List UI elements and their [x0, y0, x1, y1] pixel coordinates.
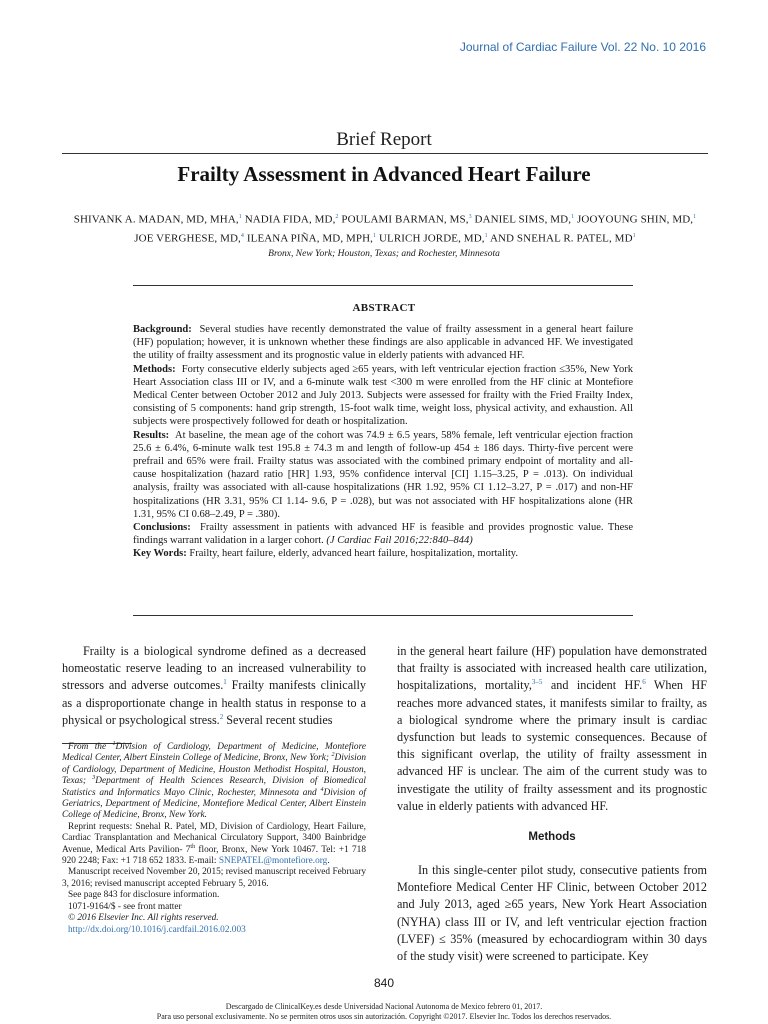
abstract-text: Frailty, heart failure, elderly, advanced heart failure, hospitalization, mortality.	[189, 548, 518, 560]
title-rule	[62, 153, 708, 154]
download-line: Para uso personal exclusivamente. No se permiten otros usos sin autorización. Copyright ©2017. Elsevier Inc. Todos los derechos reservados.	[156, 1012, 612, 1021]
footnote-text: Reprint requests: Snehal R. Patel, MD, Division of Cardiology, Heart Failure, Cardiac Transplantation and Mechanical Circulatory Support, 3400 Bainbridge Avenue, Medical Arts Pavilion- 7	[62, 821, 366, 855]
affiliation-marker: 1	[238, 214, 242, 220]
abstract-label: Methods:	[133, 363, 176, 375]
intro-paragraph	[62, 643, 366, 729]
author-line-1	[62, 209, 708, 228]
footnote-text: Division of Geriatrics, Department of Medicine, Montefiore Medical Center, Albert Einstein College of Medicine, Bronx, New York.	[62, 787, 366, 821]
abstract-background	[133, 323, 633, 363]
download-note	[0, 1002, 768, 1022]
abstract-conclusions	[133, 521, 633, 547]
author-locations: Bronx, New York; Houston, Texas; and Rochester, Minnesota	[268, 249, 500, 259]
section-type: Brief Report	[336, 129, 432, 150]
affiliation-marker: 1	[693, 214, 697, 220]
footnote-text: floor, Bronx, New York 10467. Tel: +1 718 920 2248; Fax: +1 718 652 1833. E-mail:	[62, 844, 366, 867]
affiliation-marker: 1	[112, 740, 116, 747]
author-name: AND SNEHAL R. PATEL, MD	[487, 232, 633, 245]
footnote-text: .	[327, 856, 330, 867]
doi-link[interactable]: http://dx.doi.org/10.1016/j.cardfail.2016.02.003	[68, 924, 246, 935]
affiliation-marker: 2	[331, 752, 335, 759]
intro-left-column	[62, 643, 366, 729]
affiliation-marker: 1	[373, 232, 377, 239]
body-text: Several recent studies	[223, 712, 333, 727]
author-name: POULAMI BARMAN, MS,	[338, 213, 469, 226]
body-text: When HF reaches more advanced states, it manifests similar to frailty, as a biological syndrome where the primary insult is cardiac dysfunction but leads to systemic consequences. Because of this significant overlap, the utility of frailty assessment in advanced HF is unclear. The aim of the current study was to investigate the utility of frailty assessment and its prognostic value in elderly patients with advanced HF.	[397, 678, 707, 813]
author-name: SHIVANK A. MADAN, MD, MHA,	[73, 213, 239, 226]
methods-heading: Methods	[528, 831, 576, 843]
affiliation-marker: 1	[484, 232, 488, 239]
author-name: JOE VERGHESE, MD,	[134, 232, 241, 245]
footnotes	[62, 742, 366, 936]
abstract-body	[133, 323, 633, 561]
download-line: Descargado de ClinicalKey.es desde Universidad Nacional Autonoma de Mexico febrero 01, 2017.	[225, 1002, 543, 1011]
abstract-results	[133, 429, 633, 521]
page-number: 840	[373, 976, 395, 990]
article-title: Frailty Assessment in Advanced Heart Failure	[177, 162, 591, 186]
abstract-text: Frailty assessment in patients with advanced HF is feasible and provides prognostic value. These findings warrant validation in a larger cohort.	[133, 522, 633, 547]
methods-paragraph: In this single-center pilot study, consecutive patients from Montefiore Medical Center HF Clinic, between October 2012 and July 2013, aged ≥65 years, New York Heart Association (NYHA) class III or IV, and left ventricular ejection fraction (LVEF) ≤ 35% (measured by echocardiogram within 30 days of the study visit) were screened to participate. Key	[397, 863, 707, 964]
abstract-text: At baseline, the mean age of the cohort was 74.9 ± 6.5 years, 58% female, left ventricular ejection fraction 25.6 ± 6.4%, 6-minute walk test 195.8 ± 74.3 m and length of follow-up 454 ± 186 days. Thirty-five percent were prefrail and 65% were frail. Frailty status was associated with the combined primary endpoint of mortality and all-cause hospitalization (hazard ratio [HR] 1.93, 95% confidence interval [CI] 1.15–3.25, P = .013). On individual analysis, frailty was associated with all-cause hospitalizations (HR 1.92, 95% CI 1.12–3.27, P = .017) and non-HF hospitalizations (HR 3.31, 95% CI 1.14- 9.6, P = .028), but was not associated with HF hospitalizations alone (HR 1.31, 95% CI 0.68–2.49, P = .380).	[133, 429, 633, 520]
manuscript-dates: Manuscript received November 20, 2015; revised manuscript received February 3, 2016; revised manuscript accepted February 5, 2016.	[62, 867, 366, 889]
author-name: ILEANA PIÑA, MD, MPH,	[244, 232, 374, 245]
body-text: Frailty is a biological syndrome defined as a decreased homeostatic reserve leading to an increased vulnerability to stressors and adverse outcomes.	[62, 644, 366, 693]
reprint-requests	[62, 822, 366, 868]
body-text: Frailty manifests clinically as a disproportionate change in health status in response to a physical or psychological stress.	[62, 678, 366, 727]
methods-column	[397, 862, 707, 965]
citation-link[interactable]: 3–5	[531, 678, 543, 687]
citation-link[interactable]: 1	[223, 678, 227, 687]
abstract-text: Forty consecutive elderly subjects aged ≥65 years, with left ventricular ejection fraction ≤35%, New York Heart Association class III or IV, and a 6-minute walk test <300 m were enrolled from the HF clinic at Montefiore Medical Center between October 2012 and July 2013. Subjects were assessed for frailty with the Fried Frailty Index, consisting of 5 components: hand grip strength, 15-foot walk time, weight loss, physical activity, and exhaustion. All subjects were prospectively followed for death or hospitalization.	[133, 363, 633, 428]
copyright-note: © 2016 Elsevier Inc. All rights reserved.	[68, 913, 219, 924]
affiliation-marker: 1	[571, 214, 575, 220]
body-text: in the general heart failure (HF) population have demonstrated that frailty is associated with increased health care utilization, hospitalizations, mortality,	[397, 644, 707, 693]
author-list	[62, 209, 708, 246]
abstract-top-rule	[133, 285, 633, 286]
disclosure-note: See page 843 for disclosure information.	[68, 890, 220, 901]
affiliation-marker: 4	[320, 786, 324, 793]
abstract-label: Key Words:	[133, 548, 187, 560]
superscript: th	[190, 843, 196, 850]
footnote-text: Division of Cardiology, Department of Medicine, Montefiore Medical Center, Albert Einstein College of Medicine, Bronx, New York;	[62, 742, 366, 764]
intro-paragraph-continued	[397, 643, 707, 815]
citation-link[interactable]: 2	[219, 712, 224, 721]
body-text: and incident HF.	[542, 678, 643, 693]
affiliation-marker: 2	[335, 214, 339, 220]
footnote-text: Division of Cardiology, Department of Medicine, Houston Methodist Hospital, Houston, Texas;	[62, 753, 366, 787]
footnote-text: Department of Health Sciences Research, Division of Biomedical Statistics and Informatics Mayo Clinic, Rochester, Minnesota and	[62, 776, 366, 798]
author-line-2	[62, 228, 708, 247]
email-link[interactable]: SNEPATEL@montefiore.org	[218, 856, 328, 867]
abstract-label: Conclusions:	[133, 522, 191, 534]
affiliations-note	[62, 742, 366, 822]
author-name: ULRICH JORDE, MD,	[376, 232, 485, 245]
abstract-citation: (J Cardiac Fail 2016;22:840–844)	[326, 535, 473, 547]
abstract-text: Several studies have recently demonstrated the value of frailty assessment in a general heart failure (HF) population; however, it is unknown whether these findings are also applicable in advanced HF. We investigated the utility of frailty assessment and its prognostic value in elderly patients with advanced HF.	[133, 324, 634, 362]
author-name: DANIEL SIMS, MD,	[471, 213, 572, 226]
abstract-keywords	[133, 547, 633, 560]
abstract-methods	[133, 363, 633, 429]
intro-right-column	[397, 643, 707, 815]
footnote-text: From the	[68, 742, 113, 752]
affiliation-marker: 3	[92, 775, 96, 782]
abstract-label: Results:	[133, 429, 170, 441]
journal-header: Journal of Cardiac Failure Vol. 22 No. 10 2016	[459, 40, 706, 54]
abstract-bottom-rule	[133, 615, 633, 616]
affiliation-marker: 4	[240, 232, 245, 239]
abstract-heading: ABSTRACT	[352, 302, 416, 314]
author-name: NADIA FIDA, MD,	[241, 213, 336, 226]
citation-link[interactable]: 6	[642, 678, 646, 687]
author-name: JOOYOUNG SHIN, MD,	[574, 213, 694, 226]
issn-note: 1071-9164/$ - see front matter	[68, 901, 182, 912]
affiliation-marker: 1	[632, 232, 636, 239]
affiliation-marker: 3	[468, 214, 472, 220]
abstract-label: Background:	[133, 324, 192, 335]
